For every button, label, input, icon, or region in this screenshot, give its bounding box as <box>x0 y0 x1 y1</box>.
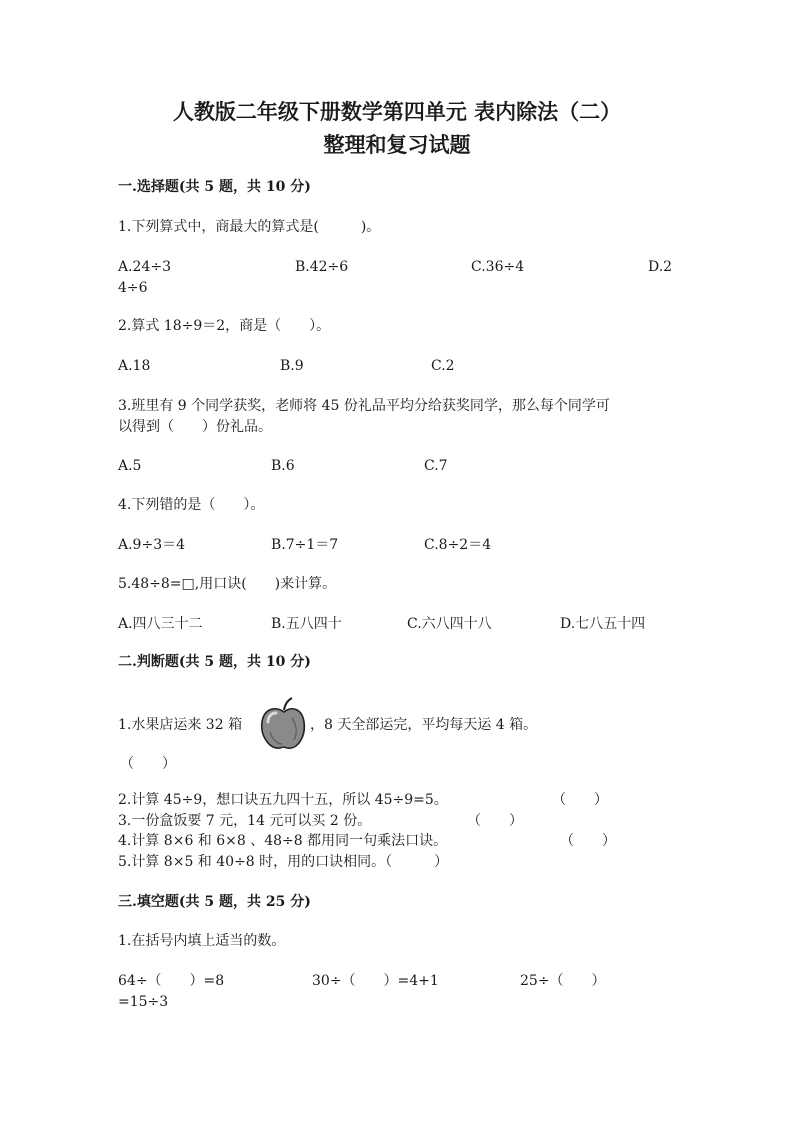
judge-1-answer-paren[interactable]: （ ） <box>120 756 176 772</box>
option-d: D.七八五十四 <box>560 616 646 632</box>
judge-1-text-start: 1.水果店运来 32 箱 <box>118 717 243 733</box>
option-b: B.42÷6 <box>295 259 349 275</box>
option-b: B.9 <box>280 358 304 374</box>
question-3-stem-wrap: 以得到（ ）份礼品。 <box>118 419 272 435</box>
option-b: B.6 <box>271 458 295 474</box>
option-c: C.7 <box>424 458 448 474</box>
page-subtitle: 整理和复习试题 <box>323 132 471 157</box>
judge-4-text: 4.计算 8×6 和 6×8 、48÷8 都用同一句乘法口诀。 <box>118 833 448 849</box>
option-d: D.2 <box>648 259 673 275</box>
judge-3-text: 3.一份盒饭要 7 元，14 元可以买 2 份。 <box>118 813 372 829</box>
section-heading-fill: 三.填空题(共 5 题，共 25 分) <box>118 894 311 910</box>
option-a: A.24÷3 <box>118 259 172 275</box>
judge-3-answer-paren[interactable]: （ ） <box>467 813 523 829</box>
fill-1-blank-a[interactable]: 64÷（ ）=8 <box>118 973 225 989</box>
section-heading-choice: 一.选择题(共 5 题，共 10 分) <box>118 179 311 195</box>
fill-1-stem: 1.在括号内填上适当的数。 <box>118 933 286 949</box>
judge-2-answer-paren[interactable]: （ ） <box>552 792 608 808</box>
judge-1-text-end: ，8 天全部运完，平均每天运 4 箱。 <box>310 717 538 733</box>
option-d-wrap: 4÷6 <box>118 280 148 296</box>
question-5-stem: 5.48÷8=□,用口诀( )来计算。 <box>118 576 337 592</box>
fill-1-blank-b[interactable]: 30÷（ ）=4+1 <box>312 973 439 989</box>
option-a: A.5 <box>118 458 142 474</box>
option-c: C.2 <box>431 358 455 374</box>
judge-4-answer-paren[interactable]: （ ） <box>560 833 616 849</box>
apple-icon <box>258 696 308 752</box>
option-b: B.五八四十 <box>271 616 342 632</box>
fill-1-blank-c[interactable]: 25÷（ ） <box>520 973 606 989</box>
page-title: 人教版二年级下册数学第四单元 表内除法（二） <box>172 99 622 124</box>
question-4-stem: 4.下列错的是（ ）。 <box>118 497 265 513</box>
option-c: C.8÷2＝4 <box>424 537 492 553</box>
option-a: A.9÷3＝4 <box>118 537 186 553</box>
fill-1-blank-c-wrap: =15÷3 <box>118 994 169 1010</box>
option-c: C.六八四十八 <box>407 616 492 632</box>
option-a: A.四八三十二 <box>118 616 203 632</box>
option-c: C.36÷4 <box>471 259 525 275</box>
option-a: A.18 <box>118 358 151 374</box>
question-3-stem: 3.班里有 9 个同学获奖，老师将 45 份礼品平均分给获奖同学，那么每个同学可 <box>118 398 610 414</box>
judge-2-text: 2.计算 45÷9，想口诀五九四十五，所以 45÷9=5。 <box>118 792 448 808</box>
question-1-stem: 1.下列算式中，商最大的算式是( )。 <box>118 219 381 235</box>
judge-5-text: 5.计算 8×5 和 40÷8 时，用的口诀相同。（ ） <box>118 854 449 870</box>
question-2-stem: 2.算式 18÷9＝2，商是（ ）。 <box>118 318 331 334</box>
option-b: B.7÷1＝7 <box>271 537 339 553</box>
section-heading-judgement: 二.判断题(共 5 题，共 10 分) <box>118 654 311 670</box>
